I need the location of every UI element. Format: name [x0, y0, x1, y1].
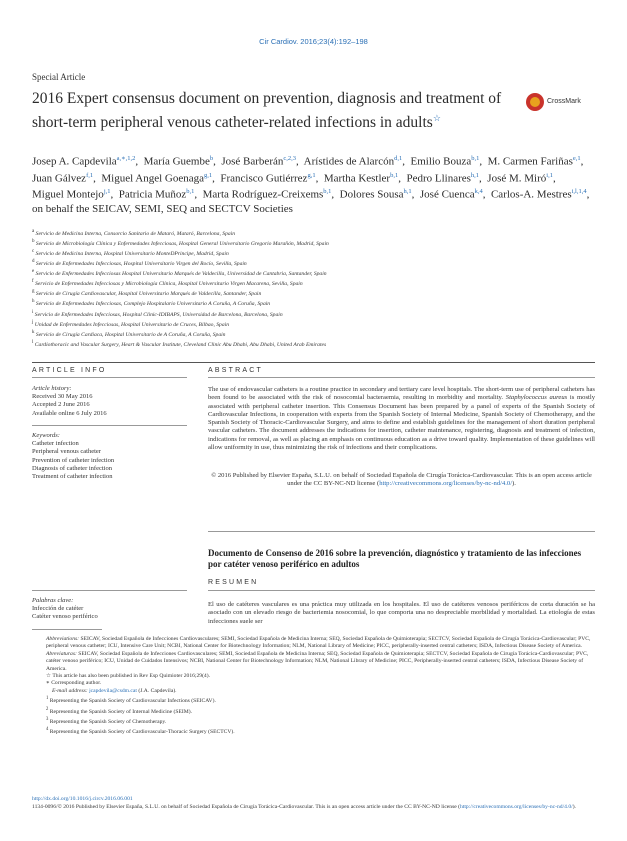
author-affil-marks[interactable]: i,l,1,4 [571, 188, 587, 196]
affiliation-list [32, 228, 592, 349]
article-history [32, 385, 182, 418]
abstract-copyright [208, 472, 595, 489]
affiliation-key: d [32, 259, 35, 265]
doi-link[interactable]: http://dx.doi.org/10.1016/j.circv.2016.06.001 [32, 796, 133, 802]
affiliation-item [32, 228, 592, 238]
footnote-item [32, 726, 595, 736]
footnotes: Abbreviations: SEICAV, Sociedad Española de Infecciones Cardiovasculares; SEMI, Sociedad Española de Medicina Interna; SEQ, Sociedad Española de Quimioterapia; SECTCV, Sociedad Española de Cirugía Torácica-Cardiovascular; PVC, peripheral venous catheter; ICU, Intensive Care Unit; NCBI, National Center for Biotechnology Information; NLM, National Library of Medicine; PICC, peripherally-inserted central catheters; ISDA, Infectious Disease Society of America. Abreviaturas: SEICAV, Sociedad Española de Infecciones Cardiovasculares; SEMI, Sociedad Española de Medicina Interna; SEQ, Sociedad Española de Quimioterapia; SECTCV, Sociedad Española de Cirugía Torácica-Cardiovascular; PVC, catéter venoso periférico; ICU, Unidad de Cuidados Intensivos; NCBI, National Center for Biotechnology Information; NLM, National Library of Medicine; PICC, Peripherally-inserted central catheters; ISDA, Infectious Disease Society of America. ☆ This article has also been published in Rev Esp Quimioter 2016;29(4). ∗ Corresponding author. E-mail address: jcapdevila@csdm.cat (J.A. Capdevila). $^1$ Representing the Spanish Society of Cardiovascular Infections (SEICAV). $^2$ Representing the Spanish Society of Internal Medicine (SEIM). $^3$ Representing the Spanish Society of Chemotherapy. $^4$ Representing the Spanish Society of Cardiovascular-Thoracic Surgery (SECTCV). [32, 636, 595, 736]
author-name[interactable]: Emilio Bouza [410, 155, 472, 168]
footnote-number: 4 [46, 727, 49, 733]
affiliation-key: e [32, 269, 35, 275]
author-name[interactable]: Josep A. Capdevila [32, 155, 117, 168]
author-name[interactable]: Carlos-A. Mestres [490, 188, 572, 201]
issn-text: 1134-0096/© 2016 Published by Elsevier España, S.L.U. on behalf of Sociedad Española de Cirugía Torácica-Cardiovascular. This is an open access article under the CC BY-NC-ND license ( [32, 803, 460, 810]
affiliation-key: l [32, 339, 34, 345]
author-name[interactable]: Francisco Gutiérrez [220, 172, 308, 185]
affiliation-text: Servicio de Enfermedades Infecciosas Hospital Universitario Marqués de Valdecilla, Universidad de Cantabria, Santander, Spain [35, 271, 327, 278]
email-link[interactable]: jcapdevila@csdm.cat [89, 687, 137, 694]
crossmark-badge[interactable] [526, 93, 596, 113]
abbrev-label: Abbreviations: [46, 636, 80, 642]
affiliation-item [32, 339, 592, 349]
article-info-heading: ARTICLE INFO [32, 367, 107, 374]
abreviaturas-text: SEICAV, Sociedad Española de Infecciones Cardiovasculares; SEMI, Sociedad Española de Medicina Interna; SEQ, Sociedad Española de Quimioterapia; SECTCV, Sociedad Española de Cirugía Torácica-Cardiovascular; PVC, catéter venoso periférico; ICU, Unidad de Cuidados Intensivos; NCBI, National Center for Biotechnology Information; NLM, National Library of Medicine; PICC, Peripherally-inserted central catheters; ISDA, Infectious Disease Society of America. [46, 650, 589, 672]
affiliation-text: Servicio de Cirugía Cardiaca, Hospital Universitario de A Coruña, A Coruña, Spain [35, 331, 226, 338]
corresponding-author: Corresponding author. [51, 680, 102, 687]
author-name[interactable]: Miguel Montejo [32, 188, 104, 201]
received-date: Received 30 May 2016 [32, 393, 93, 401]
author-affil-marks[interactable]: a,∗,1,2 [116, 155, 136, 162]
email-tail: (J.A. Capdevila). [136, 687, 177, 694]
issn-end: ). [572, 803, 576, 810]
abbreviations-text: SEICAV, Sociedad Española de Infecciones Cardiovasculares; SEMI, Sociedad Española de Medicina Interna; SEQ, Sociedad Española de Quimioterapia; SECTCV, Sociedad Española de Cirugía Torácica-Cardiovascular; PVC, peripheral venous catheter; ICU, Intensive Care Unit; NCBI, National Center for Biotechnology Information; NLM, National Library of Medicine; PICC, peripherally-inserted central catheters; ISDA, Infectious Disease Society of America. [46, 636, 591, 650]
affiliation-item [32, 248, 592, 258]
author-name[interactable]: José Cuenca [419, 188, 475, 201]
author-affil-marks[interactable]: e,1 [572, 155, 581, 162]
footnote-number: 3 [46, 716, 49, 722]
authors-tail: , on behalf the SEICAV, SEMI, SEQ and SECTCV Societies [32, 188, 590, 215]
palabras-label: Palabras clave: [32, 597, 74, 604]
abstract-organism: Staphylococcus aureus [505, 394, 568, 402]
title-text: 2016 Expert consensus document on prevention, diagnosis and treatment of short-term peripheral venous catheter-related infections in adults [32, 90, 502, 131]
divider-info [32, 377, 187, 378]
palabra-item: Infección de catéter [32, 605, 84, 613]
author-affil-marks[interactable]: j,1 [103, 188, 111, 196]
author-list: Josep A. Capdevila$^{a,∗,1,2}$, María Guembe$^b$, José Barberán$^{c,2,3}$, Arístides de Alarcón$^{d,1}$, Emilio Bouza$^{b,1}$, M. Carmen Fariñas$^{e,1}$, Juan Gálvez$^{f,1}$, Miguel Angel Goenaga$^{g,1}$, Francisco Gutiérrez$^{g,1}$, Martha Kestler$^{b,1}$, Pedro Llinares$^{h,1}$, José M. Miró$^{i,1}$, Miguel Montejo$^{j,1}$, Patricia Muñoz$^{b,1}$, Marta Rodríguez-Creixems$^{b,1}$, Dolores Sousa$^{h,1}$, José Cuenca$^{k,4}$, Carlos-A. Mestres$^{i,l,1,4}$, on behalf the SEICAV, SEMI, SEQ and SECTCV Societies [32, 155, 590, 215]
affiliation-item [32, 309, 592, 319]
author-name[interactable]: Martha Kestler [323, 172, 391, 185]
author-affil-marks[interactable]: g,1 [204, 171, 213, 179]
affiliation-text: Unidad de Enfermedades Infecciosas, Hospital Universitario de Cruces, Bilbao, Spain [34, 321, 229, 328]
affiliation-key: c [32, 249, 35, 255]
divider-resumen [208, 590, 595, 591]
affiliation-item [32, 258, 592, 268]
affiliation-text: Servicio de Enfermedades Infecciosas, Complejo Hospitalario Universitario A Coruña, A Coruña, Spain [35, 301, 271, 308]
author-affil-marks[interactable]: g,1 [307, 171, 316, 179]
keyword-item: Diagnosis of catheter infection [32, 464, 112, 472]
author-affil-marks[interactable]: c,2,3 [283, 155, 297, 162]
abstract-heading: ABSTRACT [208, 367, 263, 374]
affiliation-key: i [32, 309, 34, 315]
author-name[interactable]: Miguel Angel Goenaga [101, 172, 205, 185]
author-affil-marks[interactable]: h,1 [470, 171, 480, 179]
online-date: Available online 6 July 2016 [32, 409, 107, 417]
issn-license-link[interactable]: http://creativecommons.org/licenses/by-nc-nd/4.0/ [460, 803, 573, 810]
affiliation-text: Servicio de Medicina Interna, Hospital Universitario MonteDPrincipe, Madrid, Spain [35, 250, 229, 257]
author-name[interactable]: Arístides de Alarcón [303, 155, 395, 168]
affiliation-text: Servicio de Medicina Interna, Consorcio Sanitario de Mataró, Mataró, Barcelona, Spain [35, 230, 236, 237]
affiliation-key: a [32, 229, 35, 234]
title-star-marker[interactable]: ☆ [432, 112, 441, 123]
resumen-text: El uso de catéteres vasculares es una práctica muy utilizada en los hospitales. El uso de catéteres venosos periféricos de corta duración se ha asociado con un elevado riesgo de bacteriemia nosocomial, lo que comporta una no despreciable morbilidad y mortalidad. La etiología de estas infecciones suele ser [208, 601, 595, 625]
keywords-label: Keywords: [32, 432, 60, 439]
author-affil-marks[interactable]: b,1 [471, 155, 480, 162]
abstract-part-2: is mostly associated with peripheral catheter insertion. This Consensus Document has been prepared by a panel of experts of the Spanish Society of Cardiovascular Infections, in cooperation with experts from the Spanish Society of Internal Medicine, Spanish Society of Chemotherapy, and the Spanish Society of Thoracic-Cardiovascular Surgery, and aims to define and establish guidelines for the management of short duration peripheral vascular catheters. The document addresses the indications for insertion, catheter maintenance, registering, diagnosis and treatment of infection, indications for removal, as well as placing an emphasis on continuous education as a drive toward quality. Implementation of these guidelines will allow uniformity in use, thus minimizing the risk of infections and their complications. [208, 394, 595, 452]
copyright-end: ). [512, 480, 516, 488]
abstract-part-1: The use of endovascular catheters is a routine practice in secondary and tertiary care level hospitals. The short-term use of peripheral catheters has been found to be associated with the risk of nosocomial bacteraemia, resulting in morbidity and mortality. [208, 386, 595, 402]
affiliation-key: f [32, 279, 34, 285]
footnote-text: Representing the Spanish Society of Cardiovascular-Thoracic Surgery (SECTCV). [49, 728, 235, 735]
article-title [32, 90, 522, 132]
author-affil-marks[interactable]: b [209, 155, 214, 162]
author-affil-marks[interactable]: b,1 [323, 188, 332, 196]
divider-abstract [208, 377, 595, 378]
author-name[interactable]: María Guembe [143, 155, 210, 168]
author-name[interactable]: Pedro Llinares [406, 172, 471, 185]
keyword-item: Catheter infection [32, 440, 79, 448]
email-label: E-mail address: [52, 687, 88, 694]
footnote-text: Representing the Spanish Society of Chemotherapy. [49, 718, 167, 725]
author-affil-marks[interactable]: d,1 [394, 155, 403, 162]
palabras-block [32, 597, 182, 622]
divider-keywords [32, 425, 187, 426]
spanish-title: Documento de Consenso de 2016 sobre la prevención, diagnóstico y tratamiento de las infecciones por catéter venoso periférico en adultos [208, 548, 582, 569]
copyright-text: © 2016 Published by Elsevier España, S.L.U. on behalf of Sociedad Española de Cirugía Torácica-Cardiovascular. This is an open access article under the CC BY-NC-ND license ( [211, 472, 592, 488]
article-type: Special Article [32, 72, 86, 82]
footnote-item [32, 695, 595, 705]
affiliation-item [32, 329, 592, 339]
history-label: Article history: [32, 385, 72, 392]
abstract-text [208, 386, 595, 452]
affiliation-key: j [32, 319, 34, 325]
author-affil-marks[interactable]: h,1 [403, 188, 412, 196]
author-name[interactable]: Dolores Sousa [339, 188, 404, 201]
affiliation-item [32, 268, 592, 278]
affiliation-text: Cardiothoracic and Vascular Surgery, Heart & Vascular Institute, Cleveland Clinic Abu Dhabi, Abu Dhabi, United Arab Emirates [34, 341, 327, 348]
affiliation-item [32, 238, 592, 248]
star-note: This article has also been published in Rev Esp Quimioter 2016;29(4). [52, 673, 210, 680]
author-name[interactable]: Patricia Muñoz [118, 188, 187, 201]
affiliation-item [32, 278, 592, 288]
author-name[interactable]: José M. Miró [487, 172, 547, 185]
affiliation-key: h [32, 299, 35, 305]
journal-citation[interactable]: Cir Cardiov. 2016;23(4):192–198 [259, 37, 368, 46]
author-affil-marks[interactable]: i,1 [546, 171, 553, 179]
affiliation-item [32, 288, 592, 298]
affiliation-text: Servicio de Enfermedades Infecciosas y Microbiología Clínica, Hospital Universitario Virgen Macarena, Sevilla, Spain [35, 281, 303, 288]
affiliation-item [32, 319, 592, 329]
affiliation-text: Servicio de Cirugía Cardiovascular, Hospital Universitario Marqués de Valdecilla, Santander, Spain [35, 291, 262, 298]
license-link[interactable]: http://creativecommons.org/licenses/by-nc-nd/4.0/ [379, 480, 513, 488]
abrev-label: Abreviaturas: [46, 650, 77, 657]
footnote-item [32, 716, 595, 726]
doi-block [32, 796, 595, 811]
author-affil-marks[interactable]: b,1 [186, 188, 195, 196]
footnote-text: Representing the Spanish Society of Internal Medicine (SEIM). [49, 708, 193, 715]
accepted-date: Accepted 2 June 2016 [32, 401, 90, 409]
author-name[interactable]: Juan Gálvez [32, 172, 87, 185]
affiliation-item [32, 298, 592, 308]
crossmark-icon [526, 93, 544, 111]
keyword-item: Prevention of catheter infection [32, 456, 115, 464]
footnote-number: 2 [46, 706, 49, 712]
author-affil-marks[interactable]: k,4 [474, 188, 483, 196]
divider-spanish [208, 531, 595, 532]
keyword-item: Peripheral venous catheter [32, 448, 101, 456]
resumen-heading: RESUMEN [208, 579, 259, 586]
affiliation-key: b [32, 239, 35, 245]
footnote-number: 1 [46, 696, 49, 702]
affiliation-text: Servicio de Enfermedades Infecciosas, Hospital Clinic-IDIBAPS, Universidad de Barcelona, Barcelona, Spain [34, 311, 283, 318]
footnote-text: Representing the Spanish Society of Cardiovascular Infections (SEICAV). [49, 698, 216, 705]
divider-palabras [32, 590, 187, 591]
author-affil-marks[interactable]: b,1 [390, 171, 399, 179]
divider-top [32, 362, 595, 363]
affiliation-text: Servicio de Microbiología Clínica y Enfermedades Infecciosas, Hospital General Universitario Gregorio Marañón, Madrid, Spain [35, 240, 329, 247]
affiliation-key: g [32, 289, 35, 295]
palabra-item: Catéter venoso periférico [32, 613, 98, 621]
footnote-item [32, 706, 595, 716]
keyword-item: Treatment of catheter infection [32, 473, 113, 481]
footnote-rule [32, 629, 102, 630]
crossmark-label: CrossMark [547, 98, 581, 105]
keywords-block [32, 432, 182, 481]
affiliation-text: Servicio de Enfermedades Infecciosas, Hospital Universitario Virgen del Rocío, Sevilla, Spain [35, 261, 247, 268]
author-name[interactable]: Marta Rodríguez-Creixems [202, 188, 324, 201]
affiliation-key: k [32, 329, 35, 335]
author-name[interactable]: M. Carmen Fariñas [487, 155, 573, 168]
author-name[interactable]: José Barberán [221, 155, 284, 168]
author-affil-marks[interactable]: f,1 [86, 171, 94, 179]
